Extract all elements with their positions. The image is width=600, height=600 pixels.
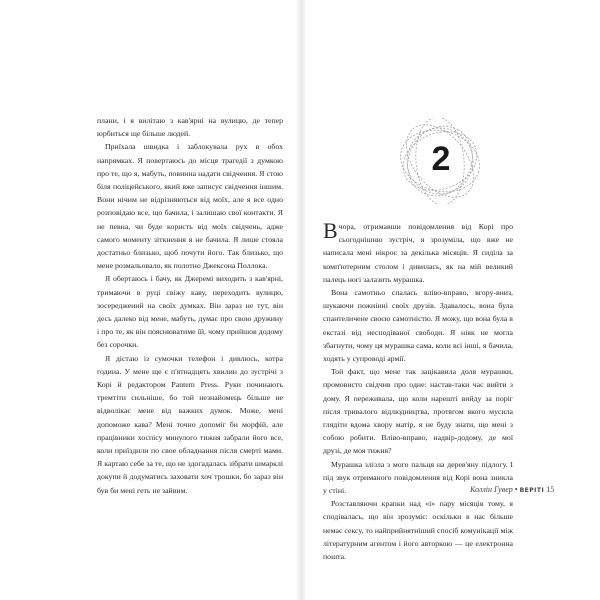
left-page-text (97, 114, 283, 497)
drop-cap: В (323, 218, 338, 243)
right-page-text (323, 220, 513, 563)
left-paragraph: Я дістаю із сумочки телефон і дивлюсь, котра година. У мене ще є п'ятнадцять хвилин до зустрічі з Корі й редактором Pantem Press. Руки починають тремтіти сильніше, бо той незнайомець більше не відволікає мене від важких думок. Може, мені допоможе кава? Мені точно допоміг би морфій, але працівники хоспісу минулого тижня забрали його все, коли приїздили по свое обладнання після смерті мами. Я картаю себе за те, що не здогадалась зібрати шмарклі докупи й додуматись заховати хоч трошки, бо зараз він був би мені геть не зайвим. (97, 353, 283, 495)
right-paragraph: Вона самотньо спалась вліво-вправо, вгору-вниз, шукаючи пожиінні своїх друзів. Здавалось, вона була спантеличене своєю самотністю. Я можу, що вона була в екстазі від несподіваної свободи. Я ніяк не могла збагнути, чому ця мурашка сама, коли всі інші, я бачила, ходять у супроводі армії. (323, 288, 513, 364)
right-paragraph: Мурашка злізла з мого пальця на дерев'яну підлогу. І під звук отриманого повідомлення від Корі вона зникла у стіні. (323, 459, 513, 496)
book-gutter (296, 0, 306, 600)
right-paragraph: Розставляючи крапки над «і» пару місяців тому, я сподівалась, що він зрозуміє: оскільки в нас більше немає сексу, то найприйнятніший спосіб комунікації між літературним агентом і його авторкою — це електронна пошта. (323, 499, 513, 562)
footer-book-title: ВЕРІТІ (519, 487, 545, 494)
footer-separator: • (514, 485, 518, 494)
left-paragraph: плани, і я вилітаю з кав'ярні на вулицю, де тепер юрбиться ще більше людей. (97, 116, 283, 139)
left-paragraph: Приїхала швидка і заблокувала рух в обох напрямках. Я повертаюсь до місця трагедії з думкою про те, що я, мабуть, повинна надати свідчення. Я стою біля поліцейського, який вже записує свідчення іншим. Вони нічим не відрізняються від моїх, але я все одно розповідаю все, що бачила, і залишаю свої контакти. Я не певна, чи буде користь від моїх свідчень, адже самого моменту зіткнення я не бачила. Я лише стояла достатньо близько, щоб почути його. Так близько, що мене розмальовало, як полотно Джексона Поллока. (97, 142, 283, 271)
right-paragraph: чора, отримавши повідомлення від Корі про сьогоднішню зустріч, я зрозуміла, що вже не написала мені нікроє за декілька місяців. Я сиділа за комп'ютерним столом і дивилась, як на мій великий палець ногі залазить мурашка. (323, 222, 513, 284)
page-number: 15 (546, 485, 555, 494)
footer-author: Коллін Гувер (470, 485, 513, 494)
right-paragraph: Той факт, що мене так зацікавила доля мурашки, промовисто свідчив про одне: настав-таки час вийти з дому. Я переживала, що коли нарешті вийду за поріг після тривалого відлюдництва, протягом якого мусила глядіти вдома хвору матір, я не буду знати, що мені з собою робити. Вліво-вправо, надвір-додому, де мої друзі, де моя тижня? (323, 367, 513, 456)
page-footer (470, 485, 570, 496)
right-first-paragraph (323, 220, 513, 286)
chapter-number: 2 (431, 140, 451, 178)
left-paragraph: Я обертаюсь і бачу, як Джеремі виходить з кав'ярні, тримаючи в руці свіжу каву, переходить вулицю, зосереджений на своїх думках. Він зараз не тут, він десь далеко від мене, мабуть, думає про свою дружину і про те, як він пояснюватиме їй, чому прийшов додому без сорочки. (97, 274, 283, 350)
